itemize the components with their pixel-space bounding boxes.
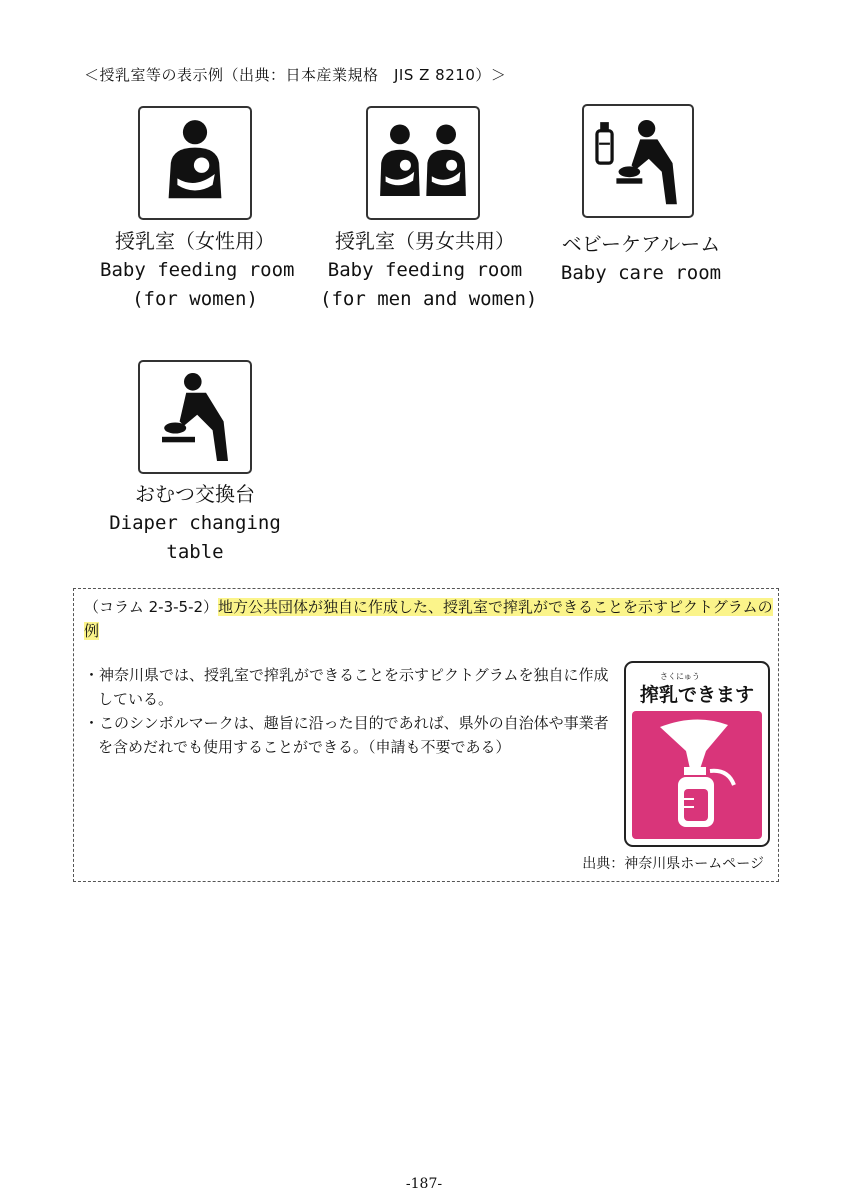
picto1-title-ja: 授乳室（女性用）: [115, 229, 275, 253]
breast-pumping-sign: [624, 661, 770, 847]
picto2-title-ja: 授乳室（男女共用）: [335, 229, 515, 253]
column-box: [73, 588, 779, 882]
sign-text: 搾乳できます: [639, 684, 755, 706]
picto2-subtitle-en: (for men and women): [320, 288, 538, 310]
section-heading: ＜授乳室等の表示例（出典：日本産業規格 JIS Z 8210）＞: [84, 66, 507, 84]
picto3-title-ja: ベビーケアルーム: [561, 232, 721, 256]
picto4-subtitle-en: table: [166, 541, 224, 563]
bullet-item: ・このシンボルマークは、趣旨に沿った目的であれば、県外の自治体や事業者を含めだれでも使用することができる。（申請も不要である）: [84, 714, 609, 756]
baby-care-room-icon: [582, 104, 694, 218]
column-label: （コラム 2-3-5-2）: [84, 598, 219, 616]
baby-feeding-men-women-icon: [366, 106, 480, 220]
source-note: 出典：神奈川県ホームページ: [582, 856, 764, 872]
picto3-title-en: Baby care room: [560, 262, 722, 284]
column-title: [84, 595, 774, 643]
picto4-title-ja: おむつ交換台: [135, 482, 255, 506]
picto1-subtitle-en: (for women): [132, 288, 258, 310]
page-number: -187-: [405, 1176, 443, 1192]
column-bullets: [84, 663, 614, 759]
diaper-changing-icon: [138, 360, 252, 474]
picto1-title-en: Baby feeding room: [100, 259, 295, 281]
baby-feeding-women-icon: [138, 106, 252, 220]
sign-ruby: さくにゅう: [660, 672, 700, 681]
picto4-title-en: Diaper changing: [109, 512, 281, 534]
column-title-text: 地方公共団体が独自に作成した、授乳室で搾乳ができることを示すピクトグラムの例: [84, 598, 773, 640]
picto2-title-en: Baby feeding room: [327, 259, 523, 281]
bullet-item: ・神奈川県では、授乳室で搾乳ができることを示すピクトグラムを独自に作成している。: [84, 666, 609, 708]
